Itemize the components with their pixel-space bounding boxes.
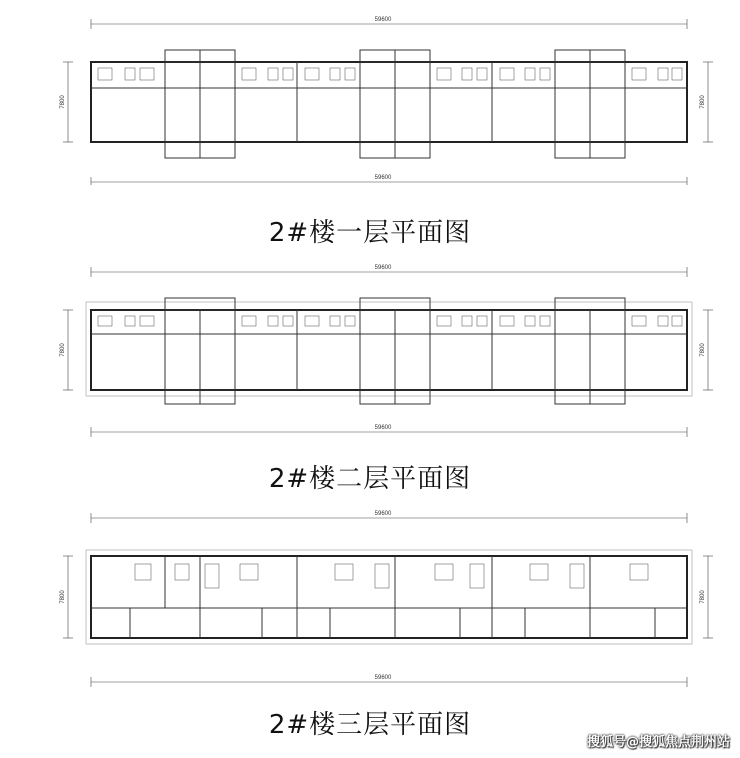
width-dim-top-label: 59600 — [374, 17, 392, 23]
depth-dim-left-label: 7800 — [60, 343, 66, 357]
floor-plan-3 — [0, 508, 740, 688]
building-outline — [91, 310, 687, 390]
interior-walls — [91, 298, 687, 404]
width-dim-bottom-label: 59600 — [374, 675, 392, 681]
interior-walls — [91, 50, 687, 158]
depth-dim-right-label: 7800 — [700, 95, 706, 109]
depth-dim-right-label: 7800 — [700, 343, 706, 357]
fixtures — [98, 316, 682, 326]
floor-title-3: 2#楼三层平面图 — [268, 710, 472, 740]
depth-dim-left-label: 7800 — [60, 590, 66, 604]
width-dim-bottom-label: 59600 — [374, 175, 392, 181]
floor-title-2: 2#楼二层平面图 — [268, 464, 472, 494]
fixtures — [98, 68, 682, 80]
depth-dim-right-label: 7800 — [700, 590, 706, 604]
floor-plan-1 — [0, 10, 740, 185]
building-outline — [91, 62, 687, 142]
floor-title-1: 2#楼一层平面图 — [268, 218, 472, 248]
floor-plan-2 — [0, 262, 740, 442]
watermark: 搜狐号@搜狐焦点荆州站 — [586, 735, 730, 750]
depth-dim-left-label: 7800 — [60, 95, 66, 109]
width-dim-bottom-label: 59600 — [374, 425, 392, 431]
width-dim-top-label: 59600 — [374, 511, 392, 517]
width-dim-top-label: 59600 — [374, 265, 392, 271]
roof-outline — [86, 302, 692, 396]
fixtures — [135, 564, 648, 588]
